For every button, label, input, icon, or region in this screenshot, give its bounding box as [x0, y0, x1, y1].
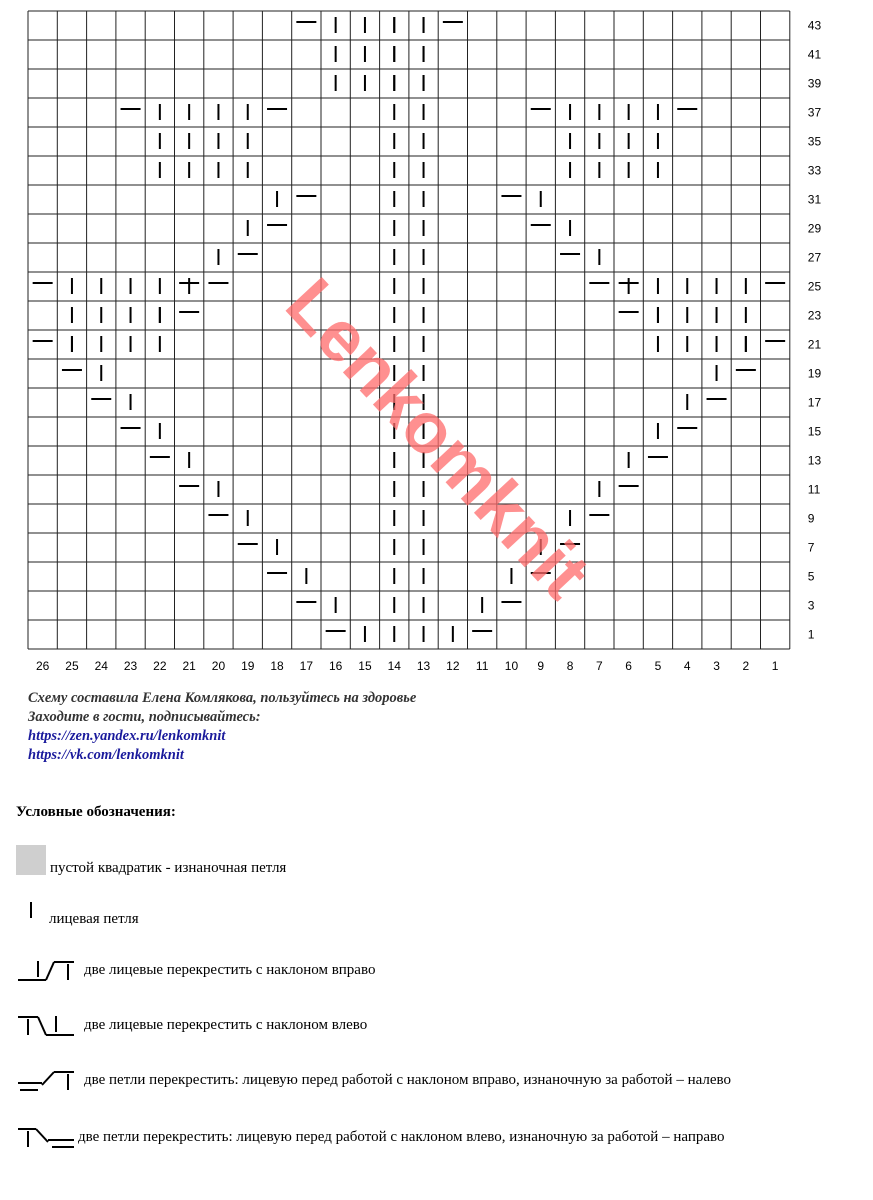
column-label: 17 — [299, 659, 314, 673]
row-label: 31 — [807, 192, 822, 207]
column-label: 23 — [123, 659, 138, 673]
column-label: 8 — [566, 659, 574, 673]
legend-text-cross-left: две лицевые перекрестить с наклоном влево — [84, 1016, 368, 1033]
legend-text-cross-left-purl: две петли перекрестить: лицевую перед работой с наклоном влево, изнаночную за работой – направо — [78, 1128, 725, 1145]
row-label: 1 — [807, 627, 815, 642]
row-label: 3 — [807, 598, 815, 613]
column-label: 3 — [713, 659, 720, 673]
column-label: 10 — [504, 659, 519, 673]
column-label: 15 — [358, 659, 372, 673]
legend-text-cross-right: две лицевые перекрестить с наклоном вправо — [84, 961, 376, 978]
credits-line-1: Схему составила Елена Комлякова, пользуйтесь на здоровье — [28, 690, 417, 706]
column-label: 22 — [153, 659, 167, 673]
column-label: 7 — [596, 659, 603, 673]
column-label: 25 — [65, 659, 79, 673]
chart-grid — [28, 11, 790, 649]
column-label: 9 — [537, 659, 545, 673]
legend-item-cross-right-purl — [16, 1065, 731, 1095]
legend-item-cross-left-purl — [16, 1122, 724, 1152]
legend-item-cross-left — [16, 1010, 367, 1040]
row-label: 23 — [807, 308, 822, 323]
row-label: 5 — [807, 569, 815, 584]
row-label: 13 — [807, 453, 822, 468]
legend-item-cross-right — [16, 955, 375, 985]
column-label: 4 — [683, 659, 691, 673]
credits-line-2: Заходите в гости, подписывайтесь: — [28, 709, 261, 725]
column-label: 21 — [182, 659, 196, 673]
column-label: 5 — [654, 659, 662, 673]
row-label: 33 — [807, 163, 822, 178]
cross-right-purl-icon — [16, 1065, 78, 1095]
column-label: 2 — [742, 659, 750, 673]
column-label: 1 — [771, 659, 779, 673]
column-label: 24 — [94, 659, 108, 673]
legend-title: Условные обозначения: — [16, 804, 176, 820]
column-label: 14 — [387, 659, 401, 673]
row-label: 17 — [807, 395, 822, 410]
legend-text-knit: лицевая петля — [49, 910, 139, 927]
row-label: 15 — [807, 424, 822, 439]
column-label: 20 — [211, 659, 226, 673]
row-label: 41 — [807, 47, 822, 62]
column-label: 16 — [328, 659, 343, 673]
watermark: Lenkomknit — [270, 263, 605, 614]
column-label: 11 — [475, 659, 489, 673]
row-label: 9 — [807, 511, 815, 526]
row-label: 27 — [807, 250, 822, 265]
legend-text-purl: пустой квадратик - изнаночная петля — [50, 860, 287, 876]
vk-link[interactable]: https://vk.com/lenkomknit — [28, 747, 184, 763]
row-label: 35 — [807, 134, 822, 149]
row-label: 25 — [807, 279, 822, 294]
knit-stitch-icon — [16, 898, 46, 928]
row-label: 11 — [807, 482, 821, 497]
row-label: 43 — [807, 18, 822, 33]
legend-text-cross-right-purl: две петли перекрестить: лицевую перед работой с наклоном вправо, изнаночную за работой – налево — [84, 1071, 732, 1088]
row-label: 21 — [807, 337, 822, 352]
row-label: 7 — [807, 540, 815, 555]
row-label: 37 — [807, 105, 822, 120]
row-labels — [808, 19, 822, 642]
cross-left-icon — [16, 1010, 78, 1040]
column-label: 26 — [35, 659, 50, 673]
legend-item-purl — [16, 842, 286, 877]
column-label: 18 — [270, 659, 284, 673]
column-labels — [36, 659, 779, 673]
purl-square-icon — [16, 845, 46, 875]
zen-link[interactable]: https://zen.yandex.ru/lenkomknit — [28, 728, 226, 744]
row-label: 29 — [807, 221, 822, 236]
column-label: 19 — [241, 659, 255, 673]
cross-right-icon — [16, 955, 78, 985]
row-label: 19 — [807, 366, 822, 381]
row-label: 39 — [807, 76, 822, 91]
cross-left-purl-icon — [16, 1122, 78, 1152]
legend-item-knit — [16, 898, 139, 928]
credits — [28, 689, 416, 765]
column-label: 12 — [446, 659, 460, 673]
column-label: 6 — [625, 659, 632, 673]
column-label: 13 — [416, 659, 431, 673]
